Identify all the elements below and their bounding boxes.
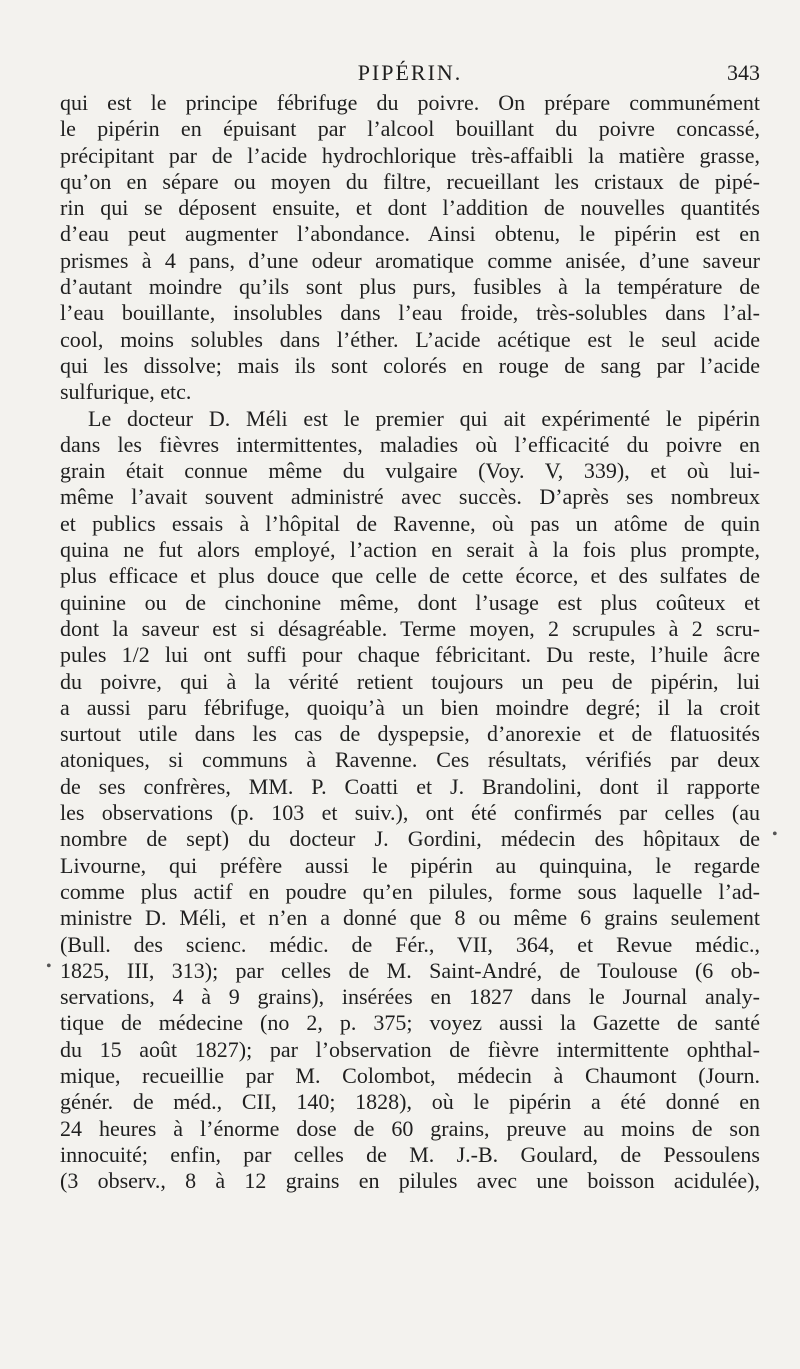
margin-dot: • [46, 958, 52, 975]
text-line: Livourne, qui préfère aussi le pipérin au quinquina, le regarde [60, 852, 760, 878]
text-line: rin qui se déposent ensuite, et dont l’addition de nouvelles quantités [60, 195, 760, 221]
text-line: nombre de sept) du docteur J. Gordini, médecin des hôpitaux de [60, 826, 760, 852]
text-line: a aussi paru fébrifuge, quoiqu’à un bien moindre degré; il la croit [60, 694, 760, 720]
text-line: 24 heures à l’énorme dose de 60 grains, preuve au moins de son [60, 1115, 760, 1141]
text-line: dans les fièvres intermittentes, maladies où l’efficacité du poivre en [60, 431, 760, 457]
text-line: pules 1/2 lui ont suffi pour chaque fébricitant. Du reste, l’huile âcre [60, 642, 760, 668]
text-line: l’eau bouillante, insolubles dans l’eau froide, très-solubles dans l’al- [60, 300, 760, 326]
text-line: comme plus actif en poudre qu’en pilules, forme sous laquelle l’ad- [60, 878, 760, 904]
paragraph-end-line: sulfurique, etc. [60, 379, 192, 405]
text-line: quinine ou de cinchonine même, dont l’usage est plus coûteux et [60, 589, 760, 615]
text-line: tique de médecine (no 2, p. 375; voyez aussi la Gazette de santé [60, 1010, 760, 1036]
body-text [60, 90, 760, 1194]
text-line: atoniques, si communs à Ravenne. Ces résultats, vérifiés par deux [60, 747, 760, 773]
running-title: PIPÉRIN. [357, 60, 463, 85]
text-line: qu’on en sépare ou moyen du filtre, recueillant les cristaux de pipé- [60, 168, 760, 194]
text-line: le pipérin en épuisant par l’alcool bouillant du poivre concassé, [60, 116, 760, 142]
text-line: dont la saveur est si désagréable. Terme moyen, 2 scrupules à 2 scru- [60, 615, 760, 641]
text-line: plus efficace et plus douce que celle de cette écorce, et des sulfates de [60, 563, 760, 589]
paragraph-start-line: Le docteur D. Méli est le premier qui ait expérimenté le pipérin [88, 405, 760, 431]
text-line: qui est le principe fébrifuge du poivre. On prépare communément [60, 90, 760, 115]
text-line: (3 observ., 8 à 12 grains en pilules avec une boisson acidulée), [60, 1168, 760, 1194]
text-line: même l’avait souvent administré avec succès. D’après ses nombreux [60, 484, 760, 510]
text-line: d’autant moindre qu’ils sont plus purs, fusibles à la température de [60, 274, 760, 300]
page-header [60, 60, 760, 90]
text-line: grain était connue même du vulgaire (Voy. V, 339), et où lui- [60, 458, 760, 484]
text-line: ministre D. Méli, et n’en a donné que 8 ou même 6 grains seulement [60, 905, 760, 931]
text-line: surtout utile dans les cas de dyspepsie, d’anorexie et de flatuosités [60, 721, 760, 747]
text-line: d’eau peut augmenter l’abondance. Ainsi obtenu, le pipérin est en [60, 221, 760, 247]
text-line: quina ne fut alors employé, l’action en serait à la fois plus prompte, [60, 537, 760, 563]
text-line: génér. de méd., CII, 140; 1828), où le pipérin a été donné en [60, 1089, 760, 1115]
margin-dot: • [772, 826, 778, 843]
text-line: cool, moins solubles dans l’éther. L’acide acétique est le seul acide [60, 326, 760, 352]
text-line: mique, recueillie par M. Colombot, médecin à Chaumont (Journ. [60, 1062, 760, 1088]
text-line: précipitant par de l’acide hydrochlorique très-affaibli la matière grasse, [60, 142, 760, 168]
text-line: innocuité; enfin, par celles de M. J.-B. Goulard, de Pessoulens [60, 1141, 760, 1167]
text-line: prismes à 4 pans, d’une odeur aromatique comme anisée, d’une saveur [60, 247, 760, 273]
text-line: et publics essais à l’hôpital de Ravenne, où pas un atôme de quin [60, 510, 760, 536]
text-line: (Bull. des scienc. médic. de Fér., VII, 364, et Revue médic., [60, 931, 760, 957]
text-line: de ses confrères, MM. P. Coatti et J. Brandolini, dont il rapporte [60, 773, 760, 799]
text-line: les observations (p. 103 et suiv.), ont été confirmés par celles (au [60, 800, 760, 826]
text-line: 1825, III, 313); par celles de M. Saint-André, de Toulouse (6 ob- [60, 957, 760, 983]
page-number: 343 [727, 60, 760, 85]
text-line: du poivre, qui à la vérité retient toujours un peu de pipérin, lui [60, 668, 760, 694]
text-line: qui les dissolve; mais ils sont colorés en rouge de sang par l’acide [60, 352, 760, 378]
text-line: servations, 4 à 9 grains), insérées en 1827 dans le Journal analy- [60, 984, 760, 1010]
text-line: du 15 août 1827); par l’observation de fièvre intermittente ophthal- [60, 1036, 760, 1062]
